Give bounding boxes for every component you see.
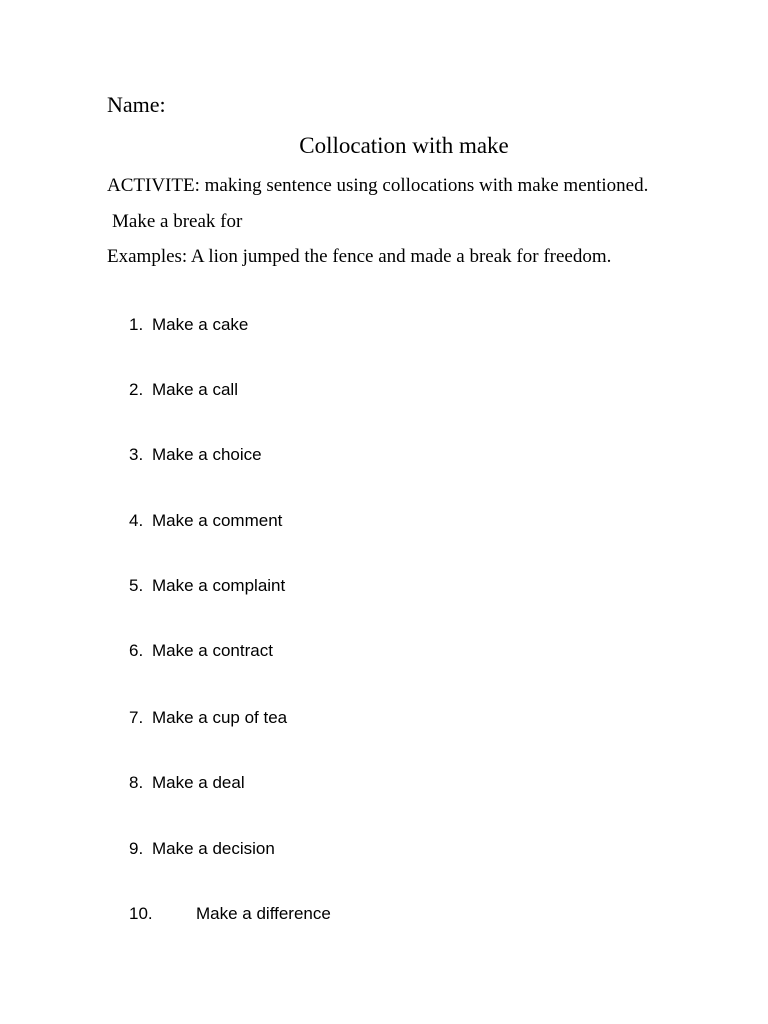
list-item-number: 6. [129,641,144,660]
featured-collocation: Make a break for [112,211,243,232]
list-item-text: Make a difference [196,904,331,923]
list-item-number: 4. [129,511,144,530]
example-sentence: Examples: A lion jumped the fence and made a break for freedom. [107,246,612,267]
list-item-text: Make a complaint [152,576,286,595]
list-item-number: 10. [129,904,153,923]
list-item-text: Make a call [152,380,238,399]
activity-instructions: ACTIVITE: making sentence using collocations with make mentioned. [107,175,649,196]
list-item-text: Make a cup of tea [152,708,288,727]
page-title: Collocation with make [299,133,509,158]
list-item-text: Make a comment [152,511,283,530]
list-item-number: 1. [129,315,144,334]
list-item-number: 5. [129,576,144,595]
list-item-text: Make a decision [152,839,275,858]
list-item-number: 8. [129,773,144,792]
list-item-text: Make a deal [152,773,245,792]
list-item-text: Make a choice [152,445,262,464]
list-item-number: 2. [129,380,144,399]
name-label: Name: [107,92,166,117]
list-item-number: 9. [129,839,144,858]
list-item-number: 7. [129,708,144,727]
list-item-text: Make a cake [152,315,249,334]
list-item-text: Make a contract [152,641,273,660]
list-item-number: 3. [129,445,144,464]
